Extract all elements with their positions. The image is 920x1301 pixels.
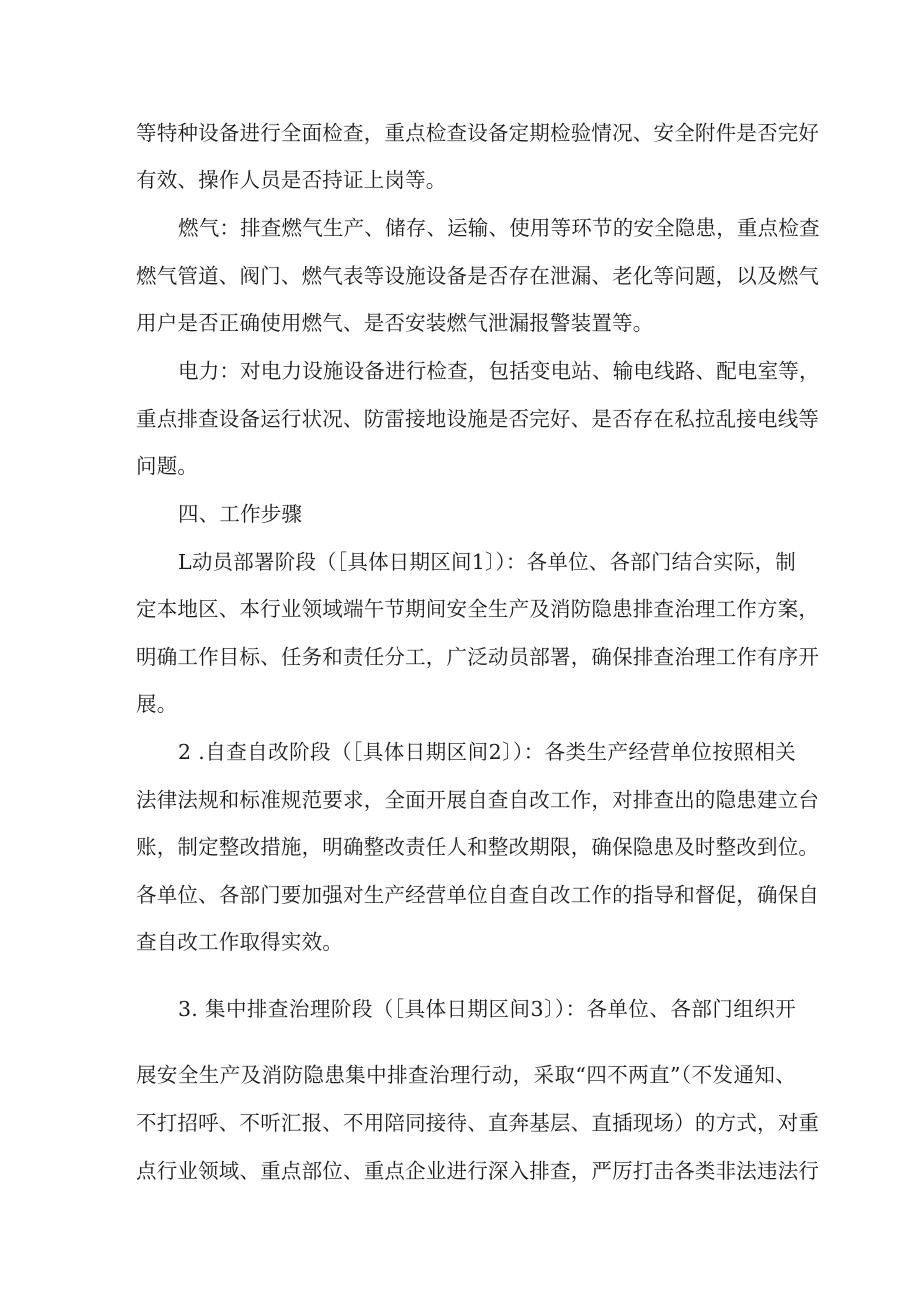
text-line: 不打招呼、不听汇报、不用陪同接待、直奔基层、直插现场）的方式，对重 [136,1111,820,1135]
paragraph-first-line: L动员部署阶段（［具体日期区间1〕）：各单位、各部门结合实际，制 [178,550,796,574]
text-line: 展。 [136,692,178,716]
paragraph-first-line: 2 .自查自改阶段（［具体日期区间2〕）：各类生产经营单位按照相关 [178,740,796,764]
text-line: 燃气管道、阀门、燃气表等设施设备是否存在泄漏、老化等问题，以及燃气 [136,264,820,288]
paragraph-first-line: 电力：对电力设施设备进行检查，包括变电站、输电线路、配电室等， [178,359,820,383]
text-line: 各单位、各部门要加强对生产经营单位自查自改工作的指导和督促，确保自 [136,883,820,907]
text-line: 定本地区、本行业领域端午节期间安全生产及消防隐患排查治理工作方案， [136,597,820,621]
text-line: 点行业领域、重点部位、重点企业进行深入排查，严厉打击各类非法违法行 [136,1159,820,1183]
section-heading: 四、工作步骤 [178,502,303,526]
text-line: 等特种设备进行全面检查，重点检查设备定期检验情况、安全附件是否完好 [136,121,820,145]
text-line: 用户是否正确使用燃气、是否安装燃气泄漏报警装置等。 [136,311,654,335]
text-line: 查自改工作取得实效。 [136,930,343,954]
text-line: 账，制定整改措施，明确整改责任人和整改期限，确保隐患及时整改到位。 [136,835,820,859]
text-line: 明确工作目标、任务和责任分工，广泛动员部署，确保排查治理工作有序开 [136,645,820,669]
text-line: 有效、操作人员是否持证上岗等。 [136,168,447,192]
text-line: 问题。 [136,454,199,478]
paragraph-first-line: 燃气：排查燃气生产、储存、运输、使用等环节的安全隐患，重点检查 [178,216,820,240]
text-line: 法律法规和标准规范要求，全面开展自查自改工作，对排查出的隐患建立台 [136,788,820,812]
text-line: 重点排查设备运行状况、防雷接地设施是否完好、是否存在私拉乱接电线等 [136,407,820,431]
paragraph-first-line: 3. 集中排查治理阶段（［具体日期区间3〕）：各单位、各部门组织开 [178,997,796,1021]
text-line: 展安全生产及消防隐患集中排查治理行动，采取“四不两直”（不发通知、 [136,1063,796,1087]
